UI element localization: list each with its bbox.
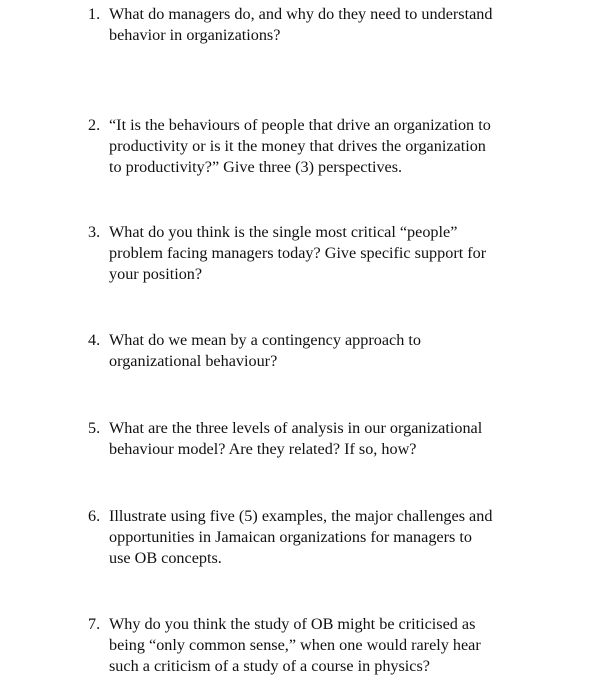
question-3 — [88, 222, 543, 285]
question-text-line: What are the three levels of analysis in our organizational — [109, 419, 483, 437]
question-text-line: Illustrate using five (5) examples, the major challenges and — [109, 507, 493, 525]
question-text-line: What do managers do, and why do they need to understand — [109, 5, 493, 23]
question-text-line: such a criticism of a study of a course in physics? — [109, 657, 430, 675]
question-text — [109, 4, 543, 46]
question-text-line: behavior in organizations? — [109, 26, 281, 44]
question-number: 4. — [88, 331, 101, 349]
question-text-line: use OB concepts. — [109, 549, 222, 567]
question-text — [109, 330, 543, 372]
question-7 — [88, 614, 543, 677]
question-text — [109, 115, 543, 178]
question-number: 1. — [88, 5, 101, 23]
question-number: 5. — [88, 419, 101, 437]
question-number: 2. — [88, 116, 101, 134]
question-6 — [88, 506, 543, 569]
question-text — [109, 222, 543, 285]
question-text-line: problem facing managers today? Give specific support for — [109, 244, 487, 262]
question-text-line: What do we mean by a contingency approach to — [109, 331, 421, 349]
question-text-line: your position? — [109, 265, 203, 283]
question-number: 7. — [88, 615, 101, 633]
question-5 — [88, 418, 543, 460]
question-text — [109, 418, 543, 460]
question-2 — [88, 115, 543, 178]
question-text-line: organizational behaviour? — [109, 352, 278, 370]
question-text-line: being “only common sense,” when one would rarely hear — [109, 636, 481, 654]
question-number: 6. — [88, 507, 101, 525]
question-4 — [88, 330, 543, 372]
question-text-line: Why do you think the study of OB might be criticised as — [109, 615, 476, 633]
question-text-line: productivity or is it the money that drives the organization — [109, 137, 486, 155]
question-text — [109, 614, 543, 677]
question-text-line: behaviour model? Are they related? If so, how? — [109, 440, 417, 458]
question-text-line: What do you think is the single most critical “people” — [109, 223, 458, 241]
question-text-line: to productivity?” Give three (3) perspectives. — [109, 158, 403, 176]
question-number: 3. — [88, 223, 101, 241]
question-1 — [88, 4, 543, 46]
question-text-line: opportunities in Jamaican organizations for managers to — [109, 528, 472, 546]
question-text — [109, 506, 543, 569]
question-text-line: “It is the behaviours of people that drive an organization to — [109, 116, 491, 134]
